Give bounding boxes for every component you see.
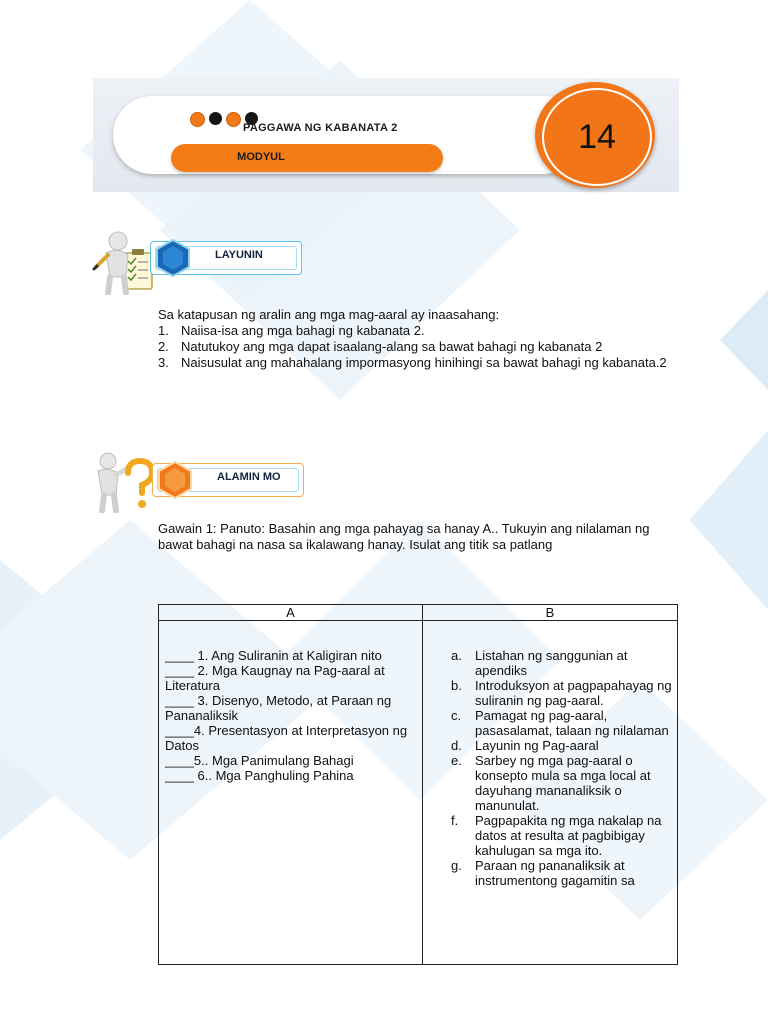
column-a-cell	[159, 621, 423, 965]
column-b-item	[451, 753, 673, 813]
column-b-item	[451, 678, 673, 708]
black-dot-icon	[209, 112, 222, 125]
matching-table	[158, 604, 678, 965]
item-letter: f.	[451, 813, 459, 828]
list-text: Naiisa-isa ang mga bahagi ng kabanata 2.	[181, 323, 425, 338]
column-b-item	[451, 708, 673, 738]
modyul-label: MODYUL	[237, 151, 285, 163]
orange-dot-icon	[190, 112, 205, 127]
list-number: 3.	[158, 355, 169, 370]
gawain-instructions: Gawain 1: Panuto: Basahin ang mga pahayag sa hanay A.. Tukuyin ang nilalaman ng bawat bahagi na nasa sa ikalawang hanay. Isulat ang titik sa patlang	[158, 521, 650, 552]
column-a-item: ____ 6.. Mga Panghuling Pahina	[165, 768, 354, 783]
item-letter: e.	[451, 753, 462, 768]
list-item	[158, 323, 698, 339]
person-question-icon	[92, 451, 158, 513]
column-b-item	[451, 813, 673, 858]
list-number: 2.	[158, 339, 169, 354]
modyul-bar	[171, 144, 443, 172]
list-item	[158, 355, 698, 371]
item-text: Pamagat ng pag-aaral, pasasalamat, talaan ng nilalaman	[475, 708, 669, 738]
module-number: 14	[542, 88, 652, 186]
list-text: Naisusulat ang mahahalang impormasyong hinihingi sa bawat bahagi ng kabanata.2	[181, 355, 667, 370]
column-a-item: ____4. Presentasyon at Interpretasyon ng Datos	[165, 723, 408, 753]
orange-dot-icon	[226, 112, 241, 127]
column-header-a: A	[159, 605, 423, 621]
column-b-item	[451, 648, 673, 678]
list-text: Natutukoy ang mga dapat isaalang-alang sa bawat bahagi ng kabanata 2	[181, 339, 603, 354]
item-letter: b.	[451, 678, 462, 693]
column-b-cell	[423, 621, 678, 965]
column-header-b: B	[423, 605, 678, 621]
objectives-section	[158, 307, 698, 371]
column-a-item: ____ 2. Mga Kaugnay na Pag-aaral at Literatura	[165, 663, 385, 693]
objectives-list	[158, 323, 698, 371]
item-text: Pagpapakita ng mga nakalap na datos at resulta at pagbibigay kahulugan sa mga ito.	[475, 813, 662, 858]
list-number: 1.	[158, 323, 169, 338]
item-letter: d.	[451, 738, 462, 753]
column-a-item: ____ 1. Ang Suliranin at Kaligiran nito	[165, 648, 382, 663]
module-number-circle	[535, 82, 655, 188]
layunin-badge	[90, 229, 310, 289]
module-header-banner	[93, 78, 679, 192]
column-b-item	[451, 858, 673, 888]
column-a-item: ____5.. Mga Panimulang Bahagi	[165, 753, 354, 768]
item-text: Listahan ng sanggunian at apendiks	[475, 648, 628, 678]
column-b-list	[431, 648, 673, 888]
item-text: Sarbey ng mga pag-aaral o konsepto mula sa mga local at dayuhang mananaliksik o manunulat.	[475, 753, 651, 813]
module-title: PAGGAWA NG KABANATA 2	[243, 122, 398, 134]
list-item	[158, 339, 698, 355]
objectives-intro: Sa katapusan ng aralin ang mga mag-aaral ay inaasahang:	[158, 307, 500, 322]
layunin-label: LAYUNIN	[215, 249, 263, 261]
column-a-item: ____ 3. Disenyo, Metodo, at Paraan ng Pananaliksik	[165, 693, 392, 723]
item-text: Layunin ng Pag-aaral	[475, 738, 599, 753]
alamin-badge	[92, 451, 312, 511]
item-letter: g.	[451, 858, 462, 873]
alamin-label: ALAMIN MO	[217, 471, 281, 483]
item-letter: a.	[451, 648, 462, 663]
hexagon-icon	[156, 239, 190, 277]
item-text: Paraan ng pananaliksik at instrumentong gagamitin sa	[475, 858, 635, 888]
item-text: Introduksyon at pagpapahayag ng suliranin ng pag-aaral.	[475, 678, 672, 708]
item-letter: c.	[451, 708, 462, 723]
column-b-item	[451, 738, 673, 753]
hexagon-icon	[158, 461, 192, 499]
